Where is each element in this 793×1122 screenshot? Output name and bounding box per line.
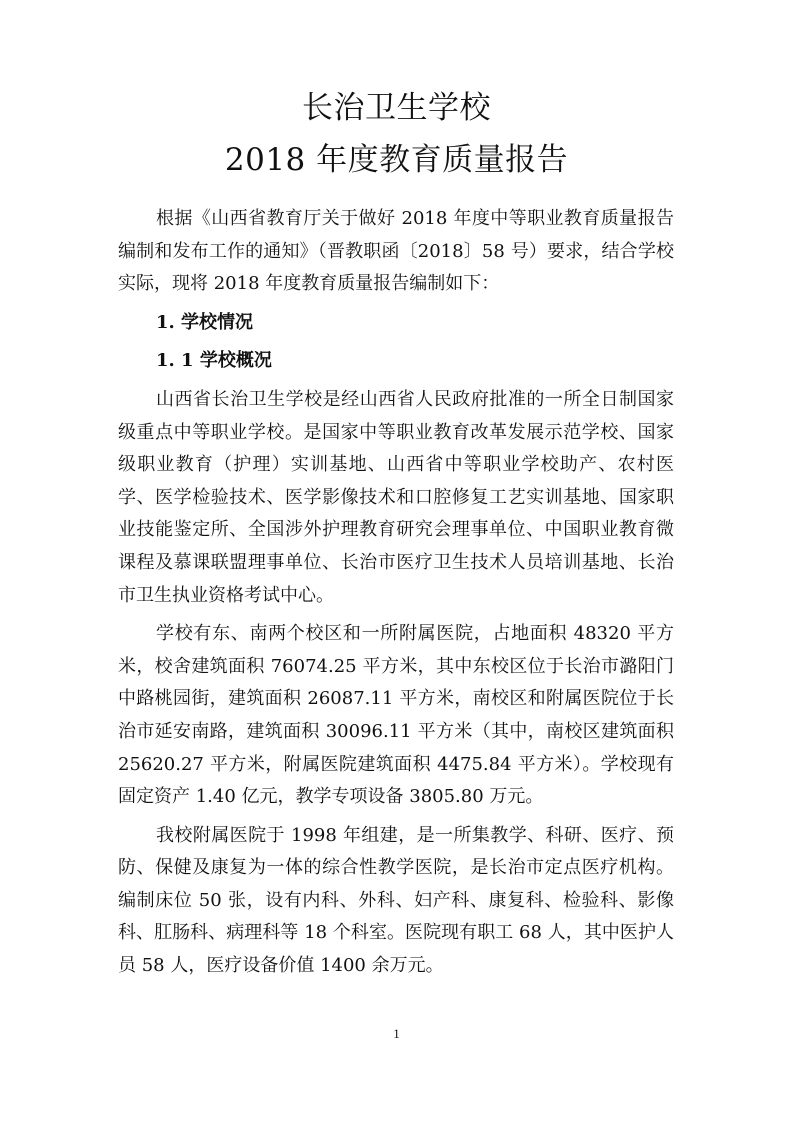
school-overview-paragraph: 山西省长治卫生学校是经山西省人民政府批准的一所全日制国家级重点中等职业学校。是国家中等职业教育改革发展示范学校、国家级职业教育（护理）实训基地、山西省中等职业学校助产、农村医学、医学检验技术、医学影像技术和口腔修复工艺实训基地、国家职业技能鉴定所、全国涉外护理教育研究会理事单位、中国职业教育微课程及慕课联盟理事单位、长治市医疗卫生技术人员培训基地、长治市卫生执业资格考试中心。	[118, 388, 674, 606]
page-number: 1	[393, 1026, 400, 1041]
title-block	[0, 82, 793, 186]
section-heading: 1. 学校情况	[156, 311, 254, 333]
hospital-paragraph: 我校附属医院于 1998 年组建，是一所集教学、科研、医疗、预防、保健及康复为一体的综合性教学医院，是长治市定点医疗机构。编制床位 50 张，设有内科、外科、妇产科、康复科、检验科、影像科、肛肠科、病理科等 18 个科室。医院现有职工 68 人，其中医护人员 58 人，医疗设备价值 1400 余万元。	[118, 824, 674, 977]
document-body	[118, 203, 674, 989]
campus-paragraph: 学校有东、南两个校区和一所附属医院，占地面积 48320 平方米，校舍建筑面积 76074.25 平方米，其中东校区位于长治市潞阳门中路桃园街，建筑面积 26087.11 平方米，南校区和附属医院位于长治市延安南路，建筑面积 30096.11 平方米（其中，南校区建筑面积 25620.27 平方米，附属医院建筑面积 4475.84 平方米）。学校现有固定资产 1.40 亿元，教学专项设备 3805.80 万元。	[118, 623, 674, 808]
document-title: 长治卫生学校	[302, 90, 491, 126]
subsection-heading: 1. 1 学校概况	[156, 350, 272, 372]
intro-paragraph: 根据《山西省教育厅关于做好 2018 年度中等职业教育质量报告编制和发布工作的通知》（晋教职函〔2018〕58 号）要求，结合学校实际，现将 2018 年度教育质量报告编制如下：	[118, 208, 674, 295]
document-subtitle: 2018 年度教育质量报告	[224, 142, 569, 178]
